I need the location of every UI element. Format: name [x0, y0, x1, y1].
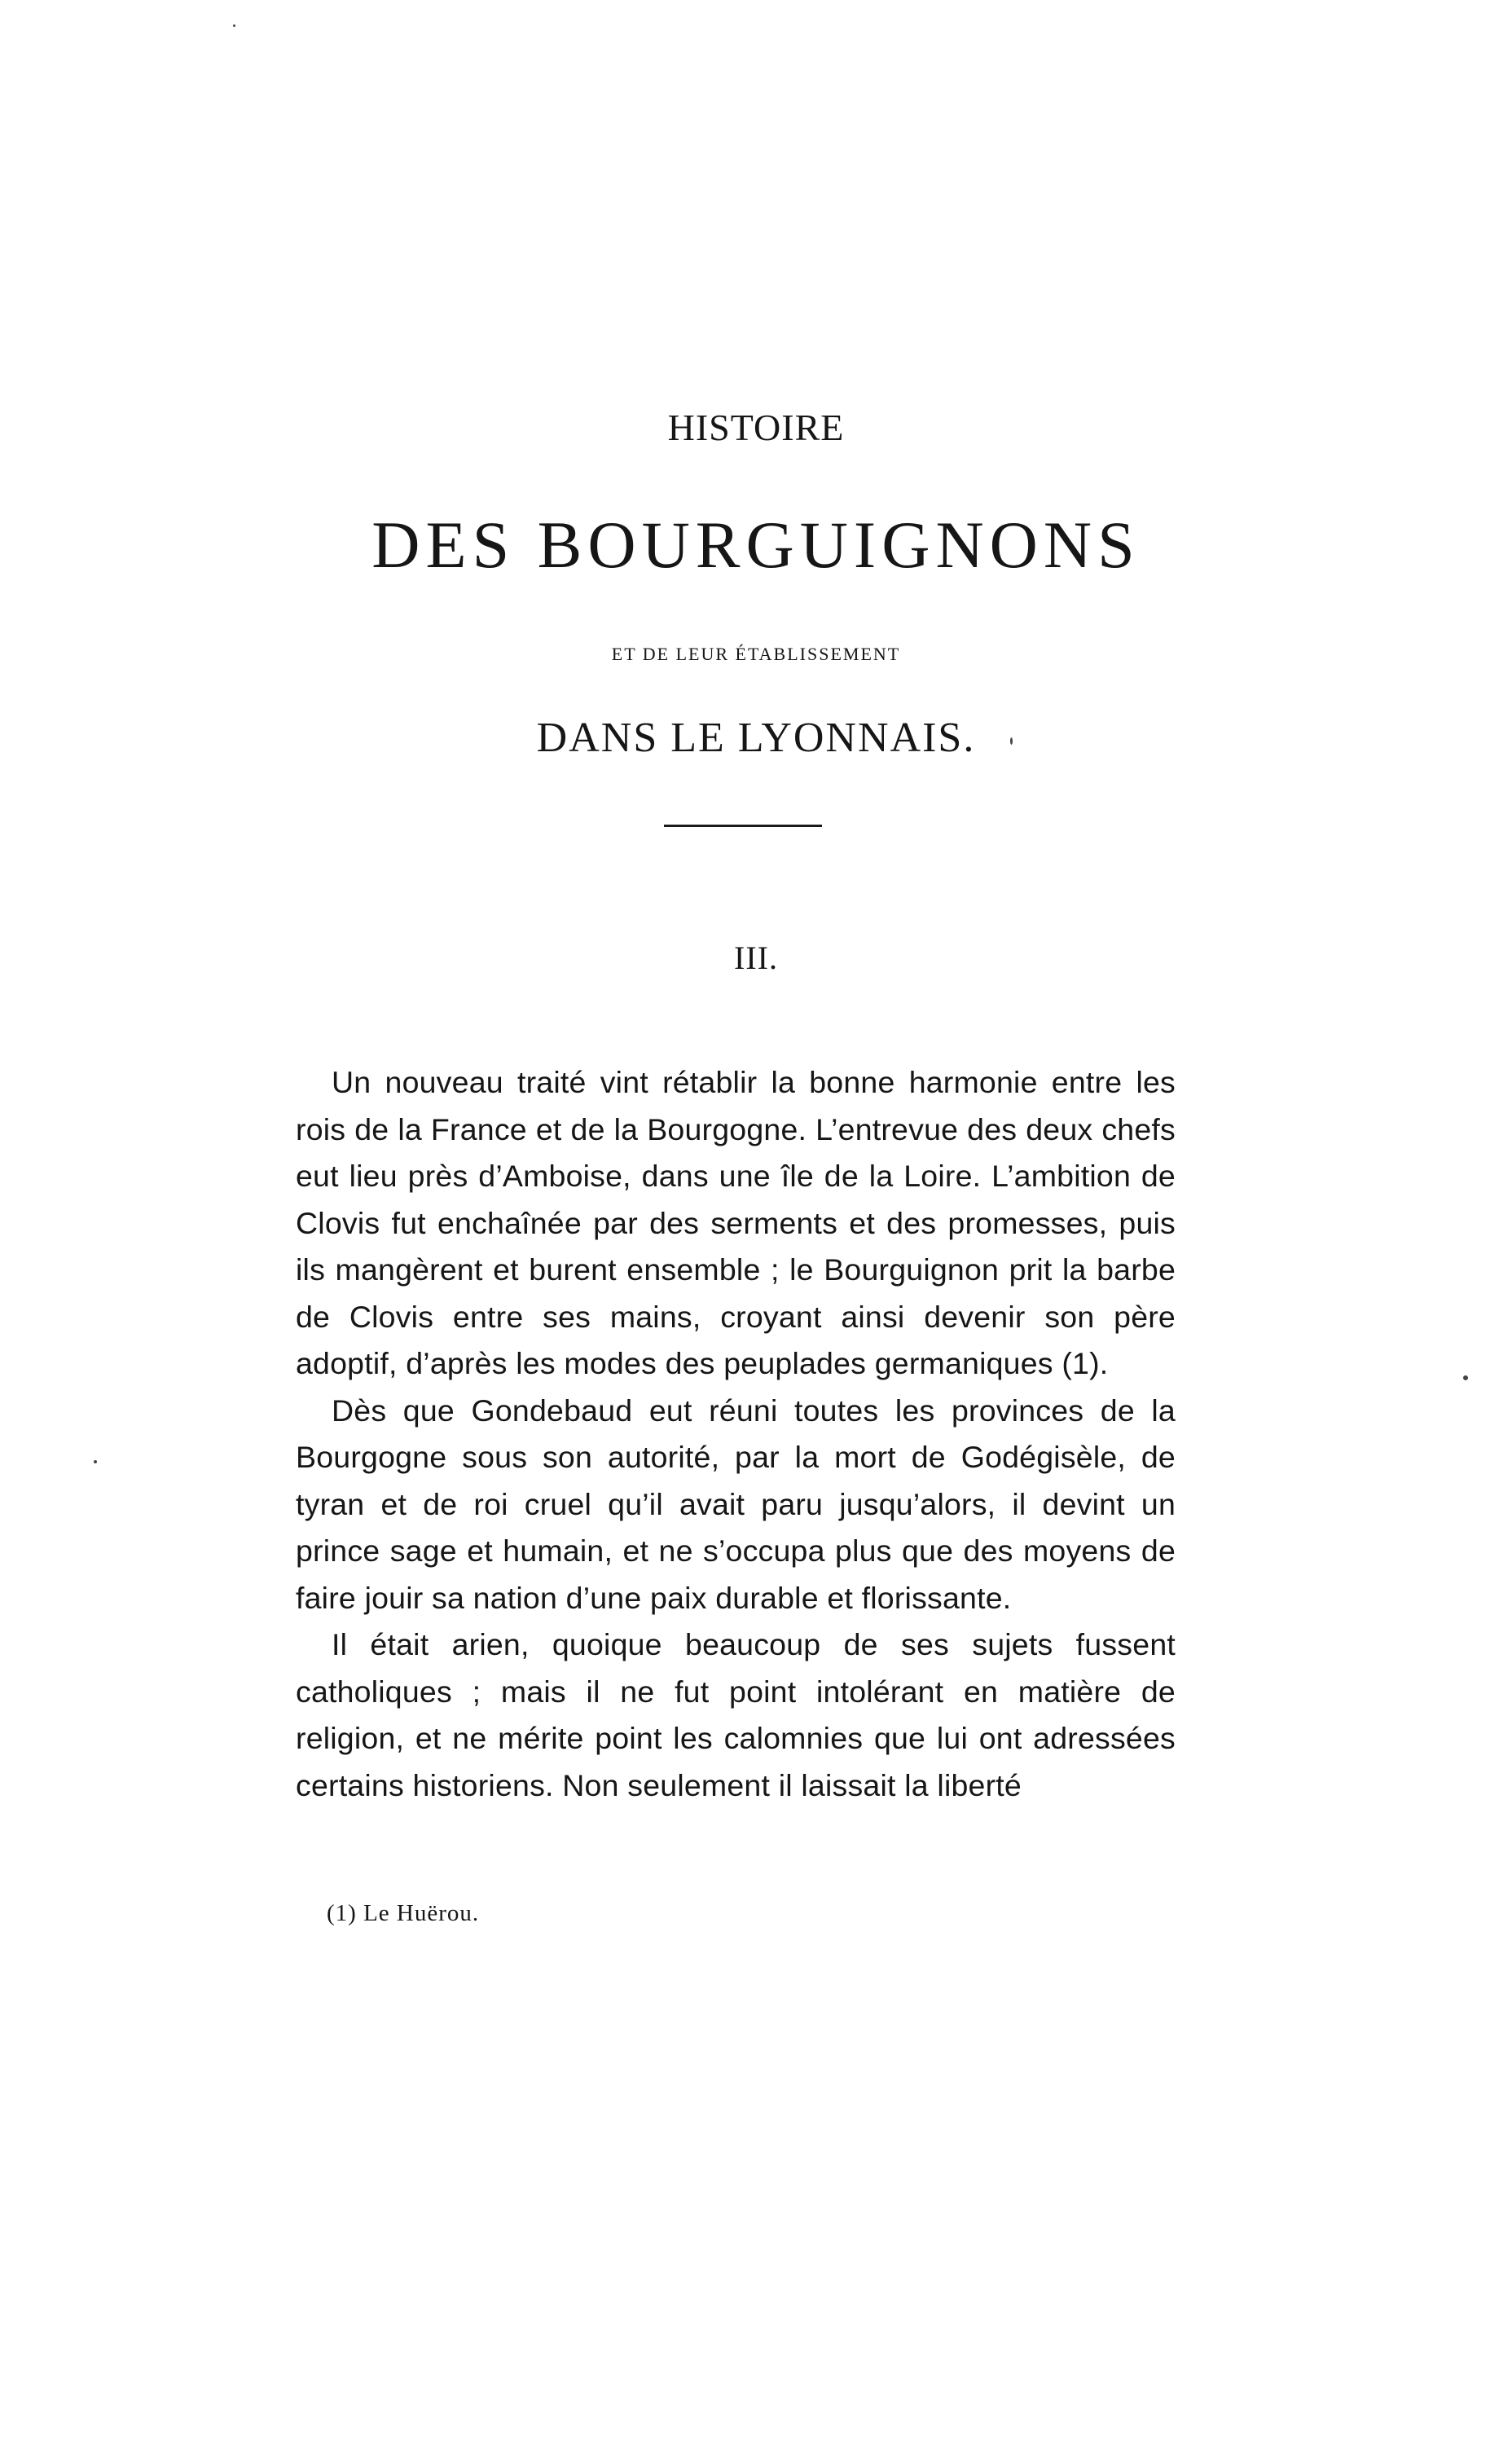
scan-speck: [233, 24, 235, 27]
paragraph: Un nouveau traité vint rétablir la bonne harmonie entre les rois de la France et de la Bourgogne. L’entrevue des deux chefs eut lieu près d’Amboise, dans une île de la Loire. L’ambition de Clovis fut enchaînée par des serments et des promesses, puis ils mangèrent et burent ensemble ; le Bourguignon prit la barbe de Clovis entre ses mains, croyant ainsi devenir son père adoptif, d’après les modes des peuplades germaniques (1).: [296, 1065, 1176, 1380]
title-kicker: HISTOIRE: [667, 407, 845, 448]
scan-speck: [94, 1460, 97, 1463]
subtitle: ET DE LEUR ÉTABLISSEMENT: [611, 644, 901, 664]
body-text: [296, 1059, 1176, 1809]
footnote: (1) Le Huërou.: [327, 1900, 480, 1926]
title-divider-rule: [664, 825, 822, 827]
main-title: DES BOURGUIGNONS: [371, 508, 1141, 582]
title-place: DANS LE LYONNAIS.: [536, 715, 976, 761]
scan-speck: [1463, 1375, 1468, 1380]
scan-speck: [1010, 737, 1013, 745]
paragraph: Dès que Gondebaud eut réuni toutes les provinces de la Bourgogne sous son autorité, par la mort de Godégisèle, de tyran et de roi cruel qu’il avait paru jusqu’alors, il devint un prince sage et humain, et ne s’occupa plus que des moyens de faire jouir sa nation d’une paix durable et florissante.: [296, 1393, 1176, 1615]
chapter-number: III.: [734, 939, 778, 976]
paragraph: Il était arien, quoique beaucoup de ses sujets fussent catholiques ; mais il ne fut point intolérant en matière de religion, et ne mérite point les calomnies que lui ont adressées certains historiens. Non seulement il laissait la liberté: [296, 1627, 1176, 1802]
